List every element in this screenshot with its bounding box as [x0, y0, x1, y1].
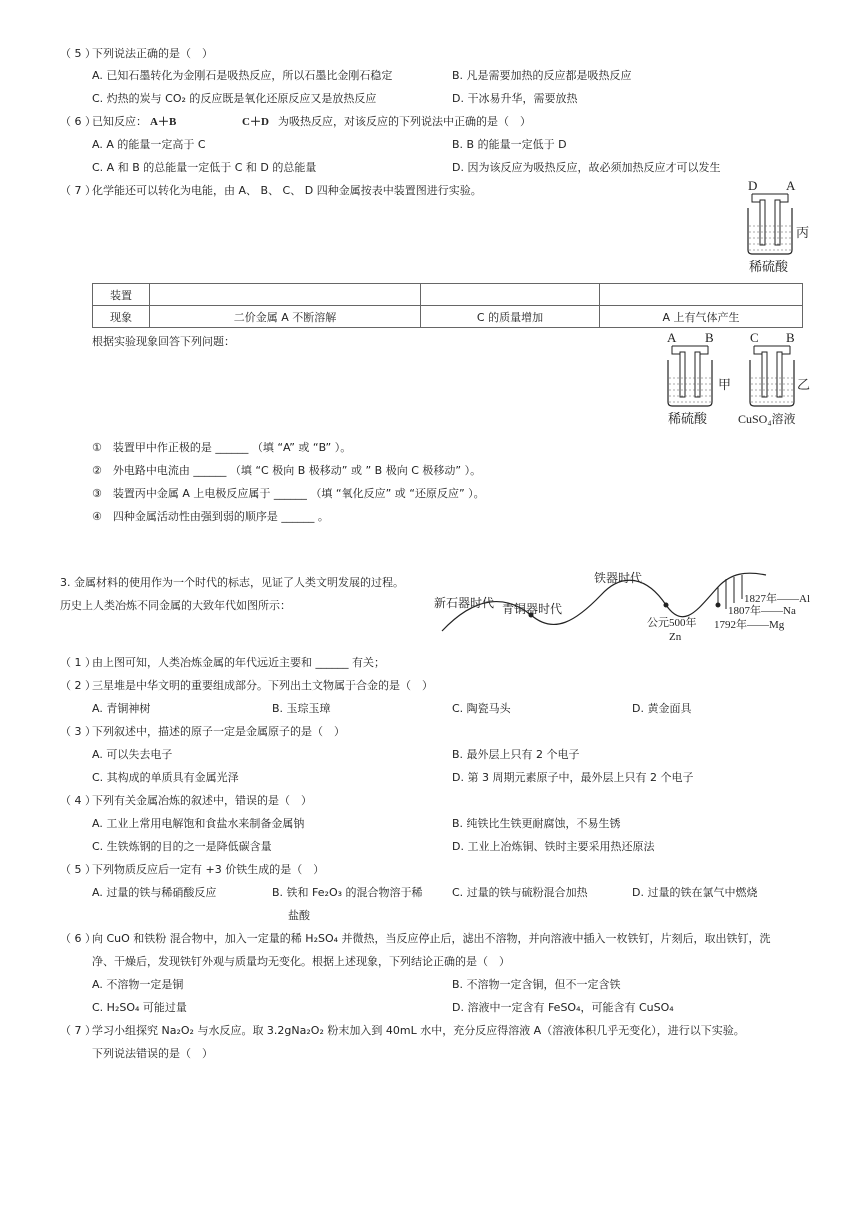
p3-q2-option-b: B. 玉琮玉璋 [272, 702, 331, 715]
p3-q6-option-c: C. H₂SO₄ 可能过量 [92, 1001, 187, 1014]
p3-q4-option-c: C. 生铁炼钢的目的之一是降低碳含量 [92, 840, 272, 853]
p3-q5-option-b-cont: 盐酸 [288, 909, 310, 922]
p3-q7-number: （ 7 ） [60, 1024, 96, 1037]
device-yi-solution: CuSO₄溶液 [738, 412, 796, 426]
device-bing-left-label: D [748, 178, 758, 193]
p3-q3-option-d: D. 第 3 周期元素原子中，最外层上只有 2 个电子 [452, 771, 694, 784]
beaker-icon [740, 190, 800, 260]
p3-q6-stem-2: 净、干燥后，发现铁钉外观与质量均无变化。根据上述现象，下列结论正确的是（ ） [92, 955, 510, 968]
reaction-arrow-icon [188, 116, 238, 128]
device-jia-right-label: B [705, 330, 714, 345]
timeline-na: 1807年——Na [728, 605, 796, 617]
timeline-bronze-age: 青铜器时代 [502, 602, 563, 616]
p3-q5-option-d: D. 过量的铁在氯气中燃烧 [632, 886, 758, 899]
p3-q7-stem-1: 学习小组探究 Na₂O₂ 与水反应。取 3.2gNa₂O₂ 粉末加入到 40mL 水中，充分反应得溶液 A（溶液体积几乎无变化），进行以下实验。 [92, 1024, 745, 1037]
device-bing-solution: 稀硫酸 [749, 259, 789, 274]
device-bing-name: 丙 [796, 225, 810, 240]
device-jia-left-label: A [667, 330, 677, 345]
p3-q7-stem-2: 下列说法错误的是（ ） [92, 1047, 213, 1060]
p3-q6-stem-1: 向 CuO 和铁粉 混合物中，加入一定量的稀 H₂SO₄ 并微热，当反应停止后，滤出不溶物，并向溶液中插入一枚铁钉，片刻后，取出铁钉，洗 [92, 932, 771, 945]
p3-q2-stem: 三星堆是中华文明的重要组成部分。下列出土文物属于合金的是（ ） [92, 679, 433, 692]
device-jia-name: 甲 [718, 377, 732, 392]
p3-q1-number: （ 1 ） [60, 656, 96, 669]
p3-q6-option-a: A. 不溶物一定是铜 [92, 978, 184, 991]
q6-option-c: C. A 和 B 的总能量一定低于 C 和 D 的总能量 [92, 161, 317, 174]
q5-option-a: A. 已知石墨转化为金刚石是吸热反应，所以石墨比金刚石稳定 [92, 69, 393, 82]
beaker-icon [742, 342, 802, 412]
table-cell-obs3: A 上有气体产生 [600, 306, 803, 328]
timeline-zn: Zn [669, 631, 682, 643]
p3-q3-option-b: B. 最外层上只有 2 个电子 [452, 748, 580, 761]
p3-q3-option-a: A. 可以失去电子 [92, 748, 173, 761]
q7-after-table: 根据实验现象回答下列问题： [92, 335, 235, 348]
device-jia-solution: 稀硫酸 [668, 411, 708, 426]
q7-sub4: ④ 四种金属活动性由强到弱的顺序是 ______ 。 [92, 510, 329, 523]
p3-q3-stem: 下列叙述中，描述的原子一定是金属原子的是（ ） [92, 725, 345, 738]
q6-reactants: A＋B [150, 116, 177, 128]
p3-q2-option-c: C. 陶瓷马头 [452, 702, 511, 715]
p3-q2-option-a: A. 青铜神树 [92, 702, 151, 715]
q7-number: （ 7 ） [60, 184, 96, 197]
q6-option-d: D. 因为该反应为吸热反应，故必须加热反应才可以发生 [452, 161, 721, 174]
p3-q2-option-d: D. 黄金面具 [632, 702, 692, 715]
device-bing-right-label: A [786, 178, 796, 193]
experiment-table [92, 283, 803, 328]
p3-q4-stem: 下列有关金属冶炼的叙述中，错误的是（ ） [92, 794, 312, 807]
device-yi-name: 乙 [797, 377, 811, 392]
p3-q6-option-d: D. 溶液中一定含有 FeSO₄，可能含有 CuSO₄ [452, 1001, 674, 1014]
p3-q5-option-c: C. 过量的铁与硫粉混合加热 [452, 886, 588, 899]
p3-q3-number: （ 3 ） [60, 725, 96, 738]
q6-stem-post: 为吸热反应，对该反应的下列说法中正确的是（ ） [278, 115, 531, 128]
p3-q4-number: （ 4 ） [60, 794, 96, 807]
p3-q5-number: （ 5 ） [60, 863, 96, 876]
device-yi-right-label: B [786, 330, 795, 345]
device-yi-left-label: C [750, 330, 759, 345]
p3-q5-stem: 下列物质反应后一定有 +3 价铁生成的是（ ） [92, 863, 325, 876]
q5-option-c: C. 灼热的炭与 CO₂ 的反应既是氧化还原反应又是放热反应 [92, 92, 377, 105]
p3-q5-option-a: A. 过量的铁与稀硝酸反应 [92, 886, 217, 899]
p3-q6-option-b: B. 不溶物一定含铜，但不一定含铁 [452, 978, 621, 991]
q5-stem: 下列说法正确的是（ ） [92, 47, 213, 60]
part3-intro-1: 3. 金属材料的使用作为一个时代的标志，见证了人类文明发展的过程。 [60, 576, 404, 589]
q6-stem-pre: 已知反应： [92, 115, 147, 128]
q5-number: （ 5 ） [60, 47, 96, 60]
p3-q2-number: （ 2 ） [60, 679, 96, 692]
q7-sub2: ② 外电路中电流由 ______ （填 “C 极向 B 极移动” 或 ” B 极向 C 极移动” ）。 [92, 464, 482, 477]
p3-q1-stem: 由上图可知，人类冶炼金属的年代远近主要和 ______ 有关； [92, 656, 385, 669]
p3-q5-option-b: B. 铁和 Fe₂O₃ 的混合物溶于稀 [272, 886, 423, 899]
q7-sub3: ③ 装置丙中金属 A 上电极反应属于 ______ （填 “氧化反应” 或 “还原反应” ）。 [92, 487, 485, 500]
q6-products: C＋D [242, 116, 269, 128]
table-header-device: 装置 [93, 284, 150, 306]
table-cell-obs1: 二价金属 A 不断溶解 [150, 306, 421, 328]
table-row [93, 284, 803, 306]
q5-option-b: B. 凡是需要加热的反应都是吸热反应 [452, 69, 632, 82]
table-cell [150, 284, 421, 306]
table-header-observation: 现象 [93, 306, 150, 328]
q6-option-a: A. A 的能量一定高于 C [92, 138, 206, 151]
p3-q6-number: （ 6 ） [60, 932, 96, 945]
timeline-mg: 1792年——Mg [714, 619, 785, 631]
timeline-al: 1827年——Al [744, 593, 810, 605]
q7-stem: 化学能还可以转化为电能，由 A、 B、 C、 D 四种金属按表中装置图进行实验。 [92, 184, 482, 197]
p3-q4-option-b: B. 纯铁比生铁更耐腐蚀，不易生锈 [452, 817, 621, 830]
part3-intro-2: 历史上人类冶炼不同金属的大致年代如图所示： [60, 599, 291, 612]
table-cell-obs2: C 的质量增加 [421, 306, 600, 328]
beaker-icon [660, 342, 720, 412]
p3-q4-option-a: A. 工业上常用电解饱和食盐水来制备金属钠 [92, 817, 305, 830]
table-row [93, 306, 803, 328]
p3-q3-option-c: C. 其构成的单质具有金属光泽 [92, 771, 239, 784]
table-cell [421, 284, 600, 306]
timeline-ad500: 公元500年 [647, 617, 697, 629]
p3-q4-option-d: D. 工业上冶炼铜、铁时主要采用热还原法 [452, 840, 655, 853]
timeline-iron-age: 铁器时代 [594, 571, 643, 585]
q5-option-d: D. 干冰易升华，需要放热 [452, 92, 578, 105]
q6-number: （ 6 ） [60, 115, 96, 128]
q7-sub1: ① 装置甲中作正极的是 ______ （填 “A” 或 “B” ）。 [92, 441, 352, 454]
table-cell [600, 284, 803, 306]
timeline-stone-age: 新石器时代 [434, 596, 495, 610]
q6-option-b: B. B 的能量一定低于 D [452, 138, 567, 151]
